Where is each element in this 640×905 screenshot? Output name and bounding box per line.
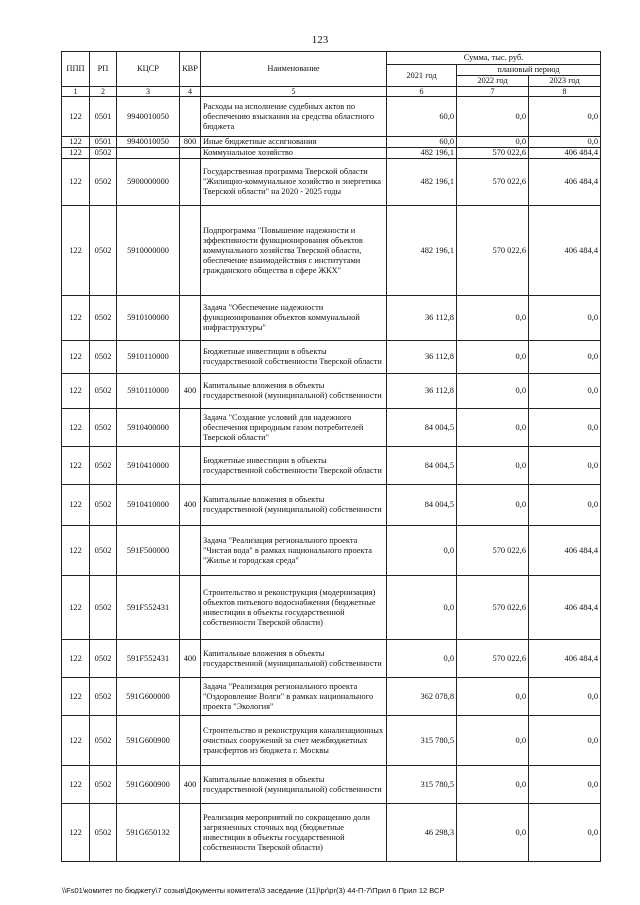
cell-kcsr: 591F552431: [117, 640, 180, 678]
cell-ppp: 122: [62, 804, 90, 862]
header-2022: 2022 год: [457, 76, 529, 87]
cell-name: Капитальные вложения в объекты государственной (муниципальной) собственности: [201, 766, 387, 804]
cell-ppp: 122: [62, 447, 90, 485]
column-index: 7: [457, 86, 529, 96]
cell-kcsr: 591G600000: [117, 678, 180, 716]
cell-name: Капитальные вложения в объекты государственной (муниципальной) собственности: [201, 374, 387, 409]
cell-amount-2023: 0,0: [529, 716, 601, 766]
cell-amount-2021: 0,0: [387, 576, 457, 640]
cell-name: Задача "Создание условий для надежного обеспечения природным газом потребителей Тверской области": [201, 409, 387, 447]
cell-kvr: [180, 409, 201, 447]
cell-rp: 0501: [90, 97, 117, 137]
table-row: [62, 716, 601, 766]
cell-amount-2021: 315 780,5: [387, 766, 457, 804]
cell-rp: 0502: [90, 526, 117, 576]
table-row: [62, 640, 601, 678]
cell-amount-2022: 0,0: [457, 766, 529, 804]
cell-rp: 0502: [90, 341, 117, 374]
table-row: [62, 526, 601, 576]
cell-ppp: 122: [62, 159, 90, 206]
cell-amount-2021: 362 078,8: [387, 678, 457, 716]
cell-amount-2022: 570 022,6: [457, 159, 529, 206]
cell-amount-2021: 46 298,3: [387, 804, 457, 862]
cell-amount-2023: 0,0: [529, 296, 601, 341]
cell-amount-2022: 570 022,6: [457, 148, 529, 159]
cell-kcsr: [117, 148, 180, 159]
cell-kcsr: 5910000000: [117, 206, 180, 296]
cell-amount-2023: 406 484,4: [529, 148, 601, 159]
cell-name: Бюджетные инвестиции в объекты государственной собственности Тверской области: [201, 447, 387, 485]
cell-name: Коммунальное хозяйство: [201, 148, 387, 159]
column-index: 1: [62, 86, 90, 96]
cell-kcsr: 5910400000: [117, 409, 180, 447]
cell-amount-2022: 0,0: [457, 374, 529, 409]
header-2021: 2021 год: [387, 65, 457, 87]
cell-amount-2022: 570 022,6: [457, 640, 529, 678]
cell-ppp: 122: [62, 148, 90, 159]
table-row: [62, 485, 601, 526]
header-ppp: ППП: [62, 52, 90, 87]
cell-kcsr: 5910110000: [117, 341, 180, 374]
cell-ppp: 122: [62, 716, 90, 766]
cell-kvr: 800: [180, 137, 201, 148]
table-row: [62, 804, 601, 862]
cell-rp: 0502: [90, 576, 117, 640]
cell-kcsr: 5910410000: [117, 447, 180, 485]
cell-rp: 0502: [90, 716, 117, 766]
table-row: [62, 409, 601, 447]
cell-kvr: [180, 206, 201, 296]
cell-amount-2023: 406 484,4: [529, 640, 601, 678]
cell-rp: 0502: [90, 148, 117, 159]
cell-ppp: 122: [62, 137, 90, 148]
cell-amount-2022: 0,0: [457, 409, 529, 447]
cell-amount-2021: 60,0: [387, 137, 457, 148]
cell-name: Строительство и реконструкция канализационных очистных сооружений за счет межбюджетных трансфертов из бюджета г. Москвы: [201, 716, 387, 766]
cell-ppp: 122: [62, 409, 90, 447]
cell-ppp: 122: [62, 341, 90, 374]
cell-amount-2023: 0,0: [529, 766, 601, 804]
cell-amount-2021: 84 004,5: [387, 409, 457, 447]
cell-name: Расходы на исполнение судебных актов по обеспечению взыскания на средства областного бюджета: [201, 97, 387, 137]
cell-kvr: 400: [180, 766, 201, 804]
table-row: [62, 137, 601, 148]
cell-amount-2023: 0,0: [529, 447, 601, 485]
cell-amount-2022: 570 022,6: [457, 576, 529, 640]
cell-kvr: [180, 97, 201, 137]
cell-amount-2022: 0,0: [457, 804, 529, 862]
cell-rp: 0502: [90, 640, 117, 678]
cell-amount-2021: 482 196,1: [387, 159, 457, 206]
column-index: 8: [529, 86, 601, 96]
cell-rp: 0502: [90, 447, 117, 485]
header-name: Наименование: [201, 52, 387, 87]
cell-kvr: [180, 341, 201, 374]
header-planned-period: плановый период: [457, 65, 601, 76]
cell-kvr: [180, 576, 201, 640]
cell-kvr: [180, 148, 201, 159]
cell-kvr: 400: [180, 374, 201, 409]
table-row: [62, 576, 601, 640]
table-header: [62, 52, 601, 97]
cell-kvr: 400: [180, 640, 201, 678]
cell-rp: 0502: [90, 159, 117, 206]
cell-kvr: [180, 159, 201, 206]
cell-name: Иные бюджетные ассигнования: [201, 137, 387, 148]
cell-kcsr: 591F500000: [117, 526, 180, 576]
cell-amount-2023: 0,0: [529, 804, 601, 862]
cell-ppp: 122: [62, 97, 90, 137]
cell-amount-2022: 0,0: [457, 341, 529, 374]
column-index: 2: [90, 86, 117, 96]
cell-kvr: [180, 716, 201, 766]
cell-amount-2021: 0,0: [387, 640, 457, 678]
cell-amount-2022: 0,0: [457, 485, 529, 526]
cell-ppp: 122: [62, 485, 90, 526]
table-row: [62, 148, 601, 159]
cell-name: Капитальные вложения в объекты государственной (муниципальной) собственности: [201, 640, 387, 678]
cell-amount-2022: 0,0: [457, 447, 529, 485]
cell-amount-2023: 0,0: [529, 678, 601, 716]
cell-name: Реализация мероприятий по сокращению доли загрязненных сточных вод (бюджетные инвестиции в объекты государственной собственности Тверской области): [201, 804, 387, 862]
table-row: [62, 447, 601, 485]
cell-kcsr: 591G650132: [117, 804, 180, 862]
cell-kcsr: 5900000000: [117, 159, 180, 206]
cell-ppp: 122: [62, 678, 90, 716]
file-path-footer: \\Fs01\комитет по бюджету\7 созыв\Документы комитета\3 заседание (11)\pr\pr(3) 44-П-7\Прил 6 Прил 12 ВСР: [62, 886, 445, 895]
table-row: [62, 766, 601, 804]
cell-amount-2023: 0,0: [529, 409, 601, 447]
cell-amount-2021: 482 196,1: [387, 206, 457, 296]
cell-name: Подпрограмма "Повышение надежности и эффективности функционирования объектов коммунального хозяйства Тверской области, обеспечение взаимодействия с институтами гражданского общества в сфере ЖКХ": [201, 206, 387, 296]
cell-kcsr: 9940010050: [117, 97, 180, 137]
cell-amount-2023: 0,0: [529, 485, 601, 526]
cell-kcsr: 5910100000: [117, 296, 180, 341]
cell-kvr: [180, 296, 201, 341]
header-kvr: КВР: [180, 52, 201, 87]
column-index: 5: [201, 86, 387, 96]
cell-amount-2023: 406 484,4: [529, 206, 601, 296]
cell-ppp: 122: [62, 374, 90, 409]
cell-name: Задача "Реализация регионального проекта "Оздоровление Волги" в рамках национального проекта "Экология": [201, 678, 387, 716]
cell-amount-2023: 0,0: [529, 374, 601, 409]
cell-ppp: 122: [62, 576, 90, 640]
cell-kvr: [180, 678, 201, 716]
cell-rp: 0502: [90, 206, 117, 296]
table-row: [62, 97, 601, 137]
cell-amount-2022: 0,0: [457, 716, 529, 766]
cell-ppp: 122: [62, 526, 90, 576]
cell-ppp: 122: [62, 766, 90, 804]
cell-name: Бюджетные инвестиции в объекты государственной собственности Тверской области: [201, 341, 387, 374]
cell-amount-2021: 36 112,8: [387, 296, 457, 341]
cell-ppp: 122: [62, 640, 90, 678]
header-sum: Сумма, тыс. руб.: [387, 52, 601, 65]
table-row: [62, 206, 601, 296]
cell-amount-2021: 482 196,1: [387, 148, 457, 159]
column-index: 3: [117, 86, 180, 96]
header-2023: 2023 год: [529, 76, 601, 87]
cell-rp: 0502: [90, 678, 117, 716]
cell-amount-2021: 84 004,5: [387, 447, 457, 485]
column-index: 4: [180, 86, 201, 96]
cell-kvr: 400: [180, 485, 201, 526]
cell-amount-2023: 0,0: [529, 97, 601, 137]
cell-amount-2022: 0,0: [457, 296, 529, 341]
cell-amount-2023: 0,0: [529, 137, 601, 148]
cell-amount-2022: 0,0: [457, 97, 529, 137]
cell-kcsr: 591G600900: [117, 766, 180, 804]
cell-rp: 0502: [90, 409, 117, 447]
table-row: [62, 159, 601, 206]
cell-amount-2022: 570 022,6: [457, 526, 529, 576]
cell-amount-2021: 36 112,8: [387, 374, 457, 409]
cell-rp: 0502: [90, 374, 117, 409]
page-number: 123: [311, 34, 329, 46]
cell-amount-2021: 36 112,8: [387, 341, 457, 374]
table-row: [62, 374, 601, 409]
table-row: [62, 341, 601, 374]
cell-amount-2023: 406 484,4: [529, 576, 601, 640]
cell-amount-2023: 406 484,4: [529, 159, 601, 206]
cell-ppp: 122: [62, 296, 90, 341]
table-row: [62, 678, 601, 716]
column-index-row: [62, 86, 601, 96]
cell-amount-2021: 60,0: [387, 97, 457, 137]
cell-name: Капитальные вложения в объекты государственной (муниципальной) собственности: [201, 485, 387, 526]
table-row: [62, 296, 601, 341]
cell-ppp: 122: [62, 206, 90, 296]
header-kcsr: КЦСР: [117, 52, 180, 87]
table-body: [62, 97, 601, 862]
cell-name: Строительство и реконструкция (модернизация) объектов питьевого водоснабжения (бюджетные инвестиции в объекты государственной собственности Тверской области): [201, 576, 387, 640]
cell-kcsr: 591F552431: [117, 576, 180, 640]
cell-rp: 0502: [90, 296, 117, 341]
cell-name: Задача "Реализация регионального проекта "Чистая вода" в рамках национального проекта "Жилье и городская среда": [201, 526, 387, 576]
cell-amount-2022: 0,0: [457, 137, 529, 148]
cell-kvr: [180, 526, 201, 576]
cell-name: Государственная программа Тверской области "Жилищно-коммунальное хозяйство и энергетика Тверской области" на 2020 - 2025 годы: [201, 159, 387, 206]
cell-kvr: [180, 447, 201, 485]
cell-kvr: [180, 804, 201, 862]
cell-kcsr: 591G600900: [117, 716, 180, 766]
cell-rp: 0501: [90, 137, 117, 148]
cell-amount-2023: 406 484,4: [529, 526, 601, 576]
cell-amount-2022: 570 022,6: [457, 206, 529, 296]
cell-amount-2021: 315 780,5: [387, 716, 457, 766]
cell-name: Задача "Обеспечение надежности функционирования объектов коммунальной инфраструктуры": [201, 296, 387, 341]
cell-amount-2023: 0,0: [529, 341, 601, 374]
cell-rp: 0502: [90, 766, 117, 804]
column-index: 6: [387, 86, 457, 96]
cell-kcsr: 5910110000: [117, 374, 180, 409]
cell-rp: 0502: [90, 804, 117, 862]
cell-amount-2021: 84 004,5: [387, 485, 457, 526]
cell-kcsr: 5910410000: [117, 485, 180, 526]
cell-rp: 0502: [90, 485, 117, 526]
budget-table: [61, 51, 601, 862]
cell-amount-2021: 0,0: [387, 526, 457, 576]
cell-kcsr: 9940010050: [117, 137, 180, 148]
cell-amount-2022: 0,0: [457, 678, 529, 716]
header-rp: РП: [90, 52, 117, 87]
